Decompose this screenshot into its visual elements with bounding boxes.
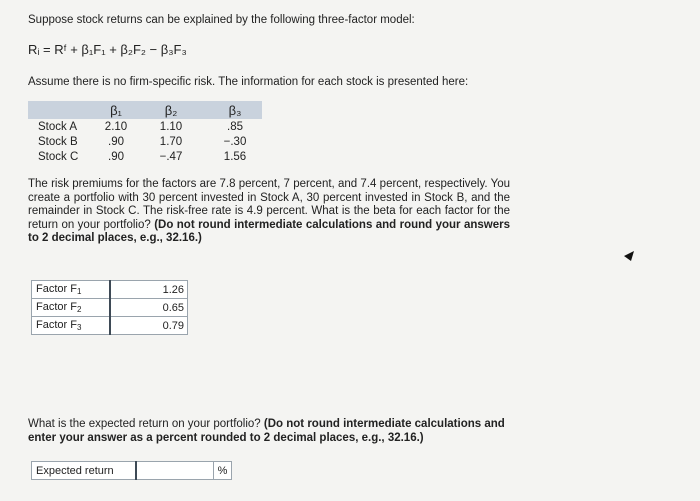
question2-instructions: (Do not round intermediate calculations and enter your answer as a percent rounded to 2 decimal places, e.g., 32.16.) [28,418,505,444]
question2-body: What is the expected return on your portfolio? [28,418,261,430]
beta3-value: −.30 [223,135,247,148]
beta3-value: 1.56 [223,150,247,163]
table-row [32,299,188,317]
stock-name: Stock A [38,120,77,133]
factor-label: Factor $F_3$ [32,317,110,335]
header-beta3: β₃ [208,101,262,119]
question-text [28,178,510,246]
factor-f3-input[interactable]: 0.79 [110,317,188,335]
question-body: The risk premiums for the factors are 7.8 percent, 7 percent, and 7.4 percent, respectively. You create a portfolio with 30 percent invested in Stock A, 30 percent invested in Stock B, and the remainder in Stock C. The risk-free rate is 4.9 percent. What is the beta for each factor for the return on your portfolio? [28,178,510,231]
question2-text [28,418,510,445]
beta1-value: 2.10 [104,120,128,133]
table-row [32,281,188,299]
stock-name: Stock B [38,135,78,148]
mouse-cursor-icon [624,251,634,261]
formula: Rᵢ = Rᶠ + β₁F₁ + β₂F₂ − β₃F₃ [28,42,187,57]
question-instructions: (Do not round intermediate calculations and round your answers to 2 decimal places, e.g., 32.16.) [28,218,510,244]
table-row [28,149,262,164]
factor-label: Factor $F_2$ [32,299,110,317]
table-row [32,317,188,335]
header-beta1: β₁ [98,101,134,119]
table-row [28,134,262,149]
table-row [28,119,262,134]
expected-return-answer-table [31,461,232,480]
beta-table [28,101,262,164]
factor-f2-input[interactable]: 0.65 [110,299,188,317]
beta2-value: 1.10 [159,120,183,133]
beta2-value: 1.70 [159,135,183,148]
expected-return-input[interactable] [136,462,214,480]
beta1-value: .90 [108,135,124,148]
table-row [32,462,232,480]
header-beta2: β₂ [134,101,208,119]
percent-unit: % [214,462,232,480]
factor-label: Factor $F_1$ [32,281,110,299]
intro-text: Suppose stock returns can be explained by the following three-factor model: [28,14,415,26]
factor-beta-answer-table [31,280,188,335]
assume-text: Assume there is no firm-specific risk. The information for each stock is presented here: [28,76,469,88]
table-header-blank [28,101,98,119]
beta1-value: .90 [108,150,124,163]
beta2-value: −.47 [159,150,183,163]
beta3-value: .85 [227,120,243,133]
expected-return-label: Expected return [32,462,136,480]
stock-name: Stock C [38,150,79,163]
factor-f1-input[interactable]: 1.26 [110,281,188,299]
